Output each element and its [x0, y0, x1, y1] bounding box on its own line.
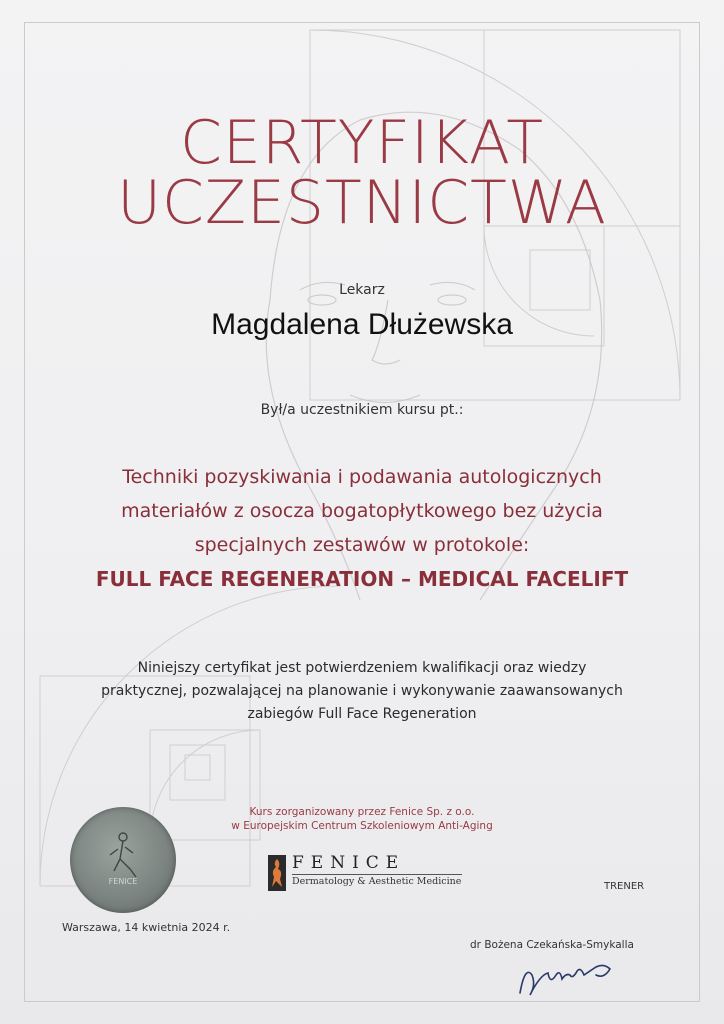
logo-subtitle: Dermatology & Aesthetic Medicine [292, 876, 462, 887]
participant-role: Lekarz [339, 282, 385, 298]
description-line: zabiegów Full Face Regeneration [247, 706, 477, 722]
participant-name: Magdalena Dłużewska [211, 308, 513, 341]
course-title-line: materiałów z osocza bogatopłytkowego bez użycia [121, 500, 603, 522]
course-intro: Był/a uczestnikiem kursu pt.: [260, 402, 464, 418]
signature-icon [500, 945, 640, 1005]
fenice-logo [268, 855, 468, 891]
program-name: FULL FACE REGENERATION – MEDICAL FACELIFT [95, 567, 629, 591]
fenice-logo-icon [268, 855, 286, 891]
organizer-line: Kurs zorganizowany przez Fenice Sp. z o.o. [249, 806, 475, 818]
trainer-role: TRENER [604, 881, 645, 892]
trainer-name: dr Bożena Czekańska-Smykalla [470, 939, 634, 951]
course-title-line: Techniki pozyskiwania i podawania autologicznych [122, 466, 602, 488]
course-title-line: specjalnych zestawów w protokole: [194, 534, 530, 556]
seal-icon [70, 807, 176, 913]
certificate-title-line1: CERTYFIKAT [180, 108, 544, 178]
logo-divider [292, 874, 462, 875]
certificate-title-line2: UCZESTNICTWA [117, 168, 607, 238]
description-line: praktycznej, pozwalającej na planowanie i wykonywanie zaawansowanych [101, 683, 623, 699]
place-date: Warszawa, 14 kwietnia 2024 r. [62, 921, 231, 934]
description-line: Niniejszy certyfikat jest potwierdzeniem kwalifikacji oraz wiedzy [137, 660, 587, 676]
logo-name: FENICE [292, 853, 406, 873]
seal-text: FENICE [108, 877, 138, 886]
organizer-line: w Europejskim Centrum Szkoleniowym Anti-Aging [231, 820, 493, 832]
seal-figure-icon [70, 807, 176, 913]
